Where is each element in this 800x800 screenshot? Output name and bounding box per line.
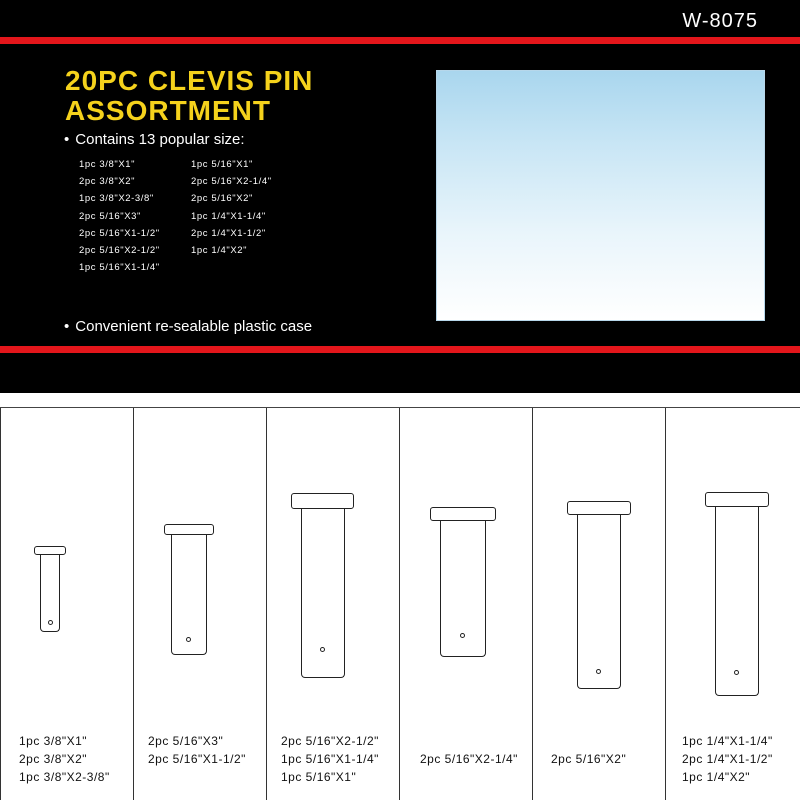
pin-shaft: [715, 507, 759, 696]
label-line: 2pc 5/16"X2-1/4": [420, 752, 518, 766]
pin-shaft: [171, 535, 207, 655]
feature-bullet: • Convenient re-sealable plastic case: [64, 318, 312, 335]
size-item: 2pc 5/16"X1-1/2": [79, 227, 160, 239]
compartment-label: [420, 750, 518, 768]
size-item: 1pc 1/4"X1-1/4": [191, 210, 266, 222]
label-line: 2pc 1/4"X1-1/2": [682, 752, 773, 766]
label-line: 1pc 3/8"X1": [19, 734, 88, 748]
size-item: 2pc 1/4"X1-1/2": [191, 227, 266, 239]
label-line: 2pc 3/8"X2": [19, 752, 88, 766]
bottom-red-stripe: [0, 346, 800, 353]
label-line: 2pc 5/16"X3": [148, 734, 224, 748]
pin-hole: [596, 669, 601, 674]
pin-head: [291, 493, 354, 509]
pin-hole: [320, 647, 325, 652]
product-label: [0, 0, 800, 393]
pin-head: [34, 546, 66, 555]
compartment-tray: [0, 407, 800, 800]
size-item: 2pc 5/16"X2": [191, 193, 254, 205]
compartment-1: [0, 408, 134, 800]
size-item: 1pc 1/4"X2": [191, 245, 248, 257]
compartment-6: [666, 408, 800, 800]
pin-hole: [460, 633, 465, 638]
size-item: 2pc 5/16"X2-1/4": [191, 176, 272, 188]
product-image-window: [436, 70, 765, 321]
compartment-2: [134, 408, 267, 800]
size-item: 1pc 3/8"X2-3/8": [79, 193, 154, 205]
top-red-stripe: [0, 37, 800, 44]
label-line: 1pc 5/16"X1-1/4": [281, 752, 379, 766]
size-item: 2pc 5/16"X2-1/2": [79, 245, 160, 257]
label-line: 2pc 5/16"X2": [551, 752, 627, 766]
size-list-column-1: [79, 156, 160, 276]
compartment-label: [551, 750, 626, 768]
pin-head: [164, 524, 214, 535]
compartment-label: [148, 732, 246, 768]
label-line: 2pc 5/16"X1-1/2": [148, 752, 246, 766]
pin-shaft: [40, 555, 60, 632]
size-item: 1pc 5/16"X1": [191, 159, 254, 170]
pin-head: [705, 492, 769, 507]
pin-head: [430, 507, 496, 521]
compartment-label: [19, 732, 110, 786]
label-line: 1pc 1/4"X2": [682, 770, 751, 784]
product-title: [65, 66, 395, 126]
label-line: 2pc 5/16"X2-1/2": [281, 734, 379, 748]
compartment-4: [400, 408, 533, 800]
compartment-label: [682, 732, 773, 786]
size-item: 2pc 5/16"X3": [79, 210, 142, 222]
title-line-2: ASSORTMENT: [65, 95, 271, 126]
title-line-1: 20PC CLEVIS PIN: [65, 65, 314, 96]
pin-head: [567, 501, 631, 515]
size-item: 2pc 3/8"X2": [79, 176, 136, 188]
compartment-label: [281, 732, 379, 786]
label-line: 1pc 3/8"X2-3/8": [19, 770, 110, 784]
compartment-5: [533, 408, 666, 800]
size-item: 1pc 3/8"X1": [79, 159, 136, 170]
pin-shaft: [577, 515, 621, 689]
compartment-3: [267, 408, 400, 800]
size-list-column-2: [191, 156, 272, 259]
contains-bullet: • Contains 13 popular size:: [64, 131, 245, 148]
pin-hole: [734, 670, 739, 675]
pin-shaft: [440, 521, 486, 657]
label-line: 1pc 5/16"X1": [281, 770, 357, 784]
pin-shaft: [301, 509, 345, 678]
pin-hole: [186, 637, 191, 642]
model-number: W-8075: [682, 10, 758, 32]
size-item: 1pc 5/16"X1-1/4": [79, 262, 160, 274]
pin-hole: [48, 620, 53, 625]
label-line: 1pc 1/4"X1-1/4": [682, 734, 773, 748]
